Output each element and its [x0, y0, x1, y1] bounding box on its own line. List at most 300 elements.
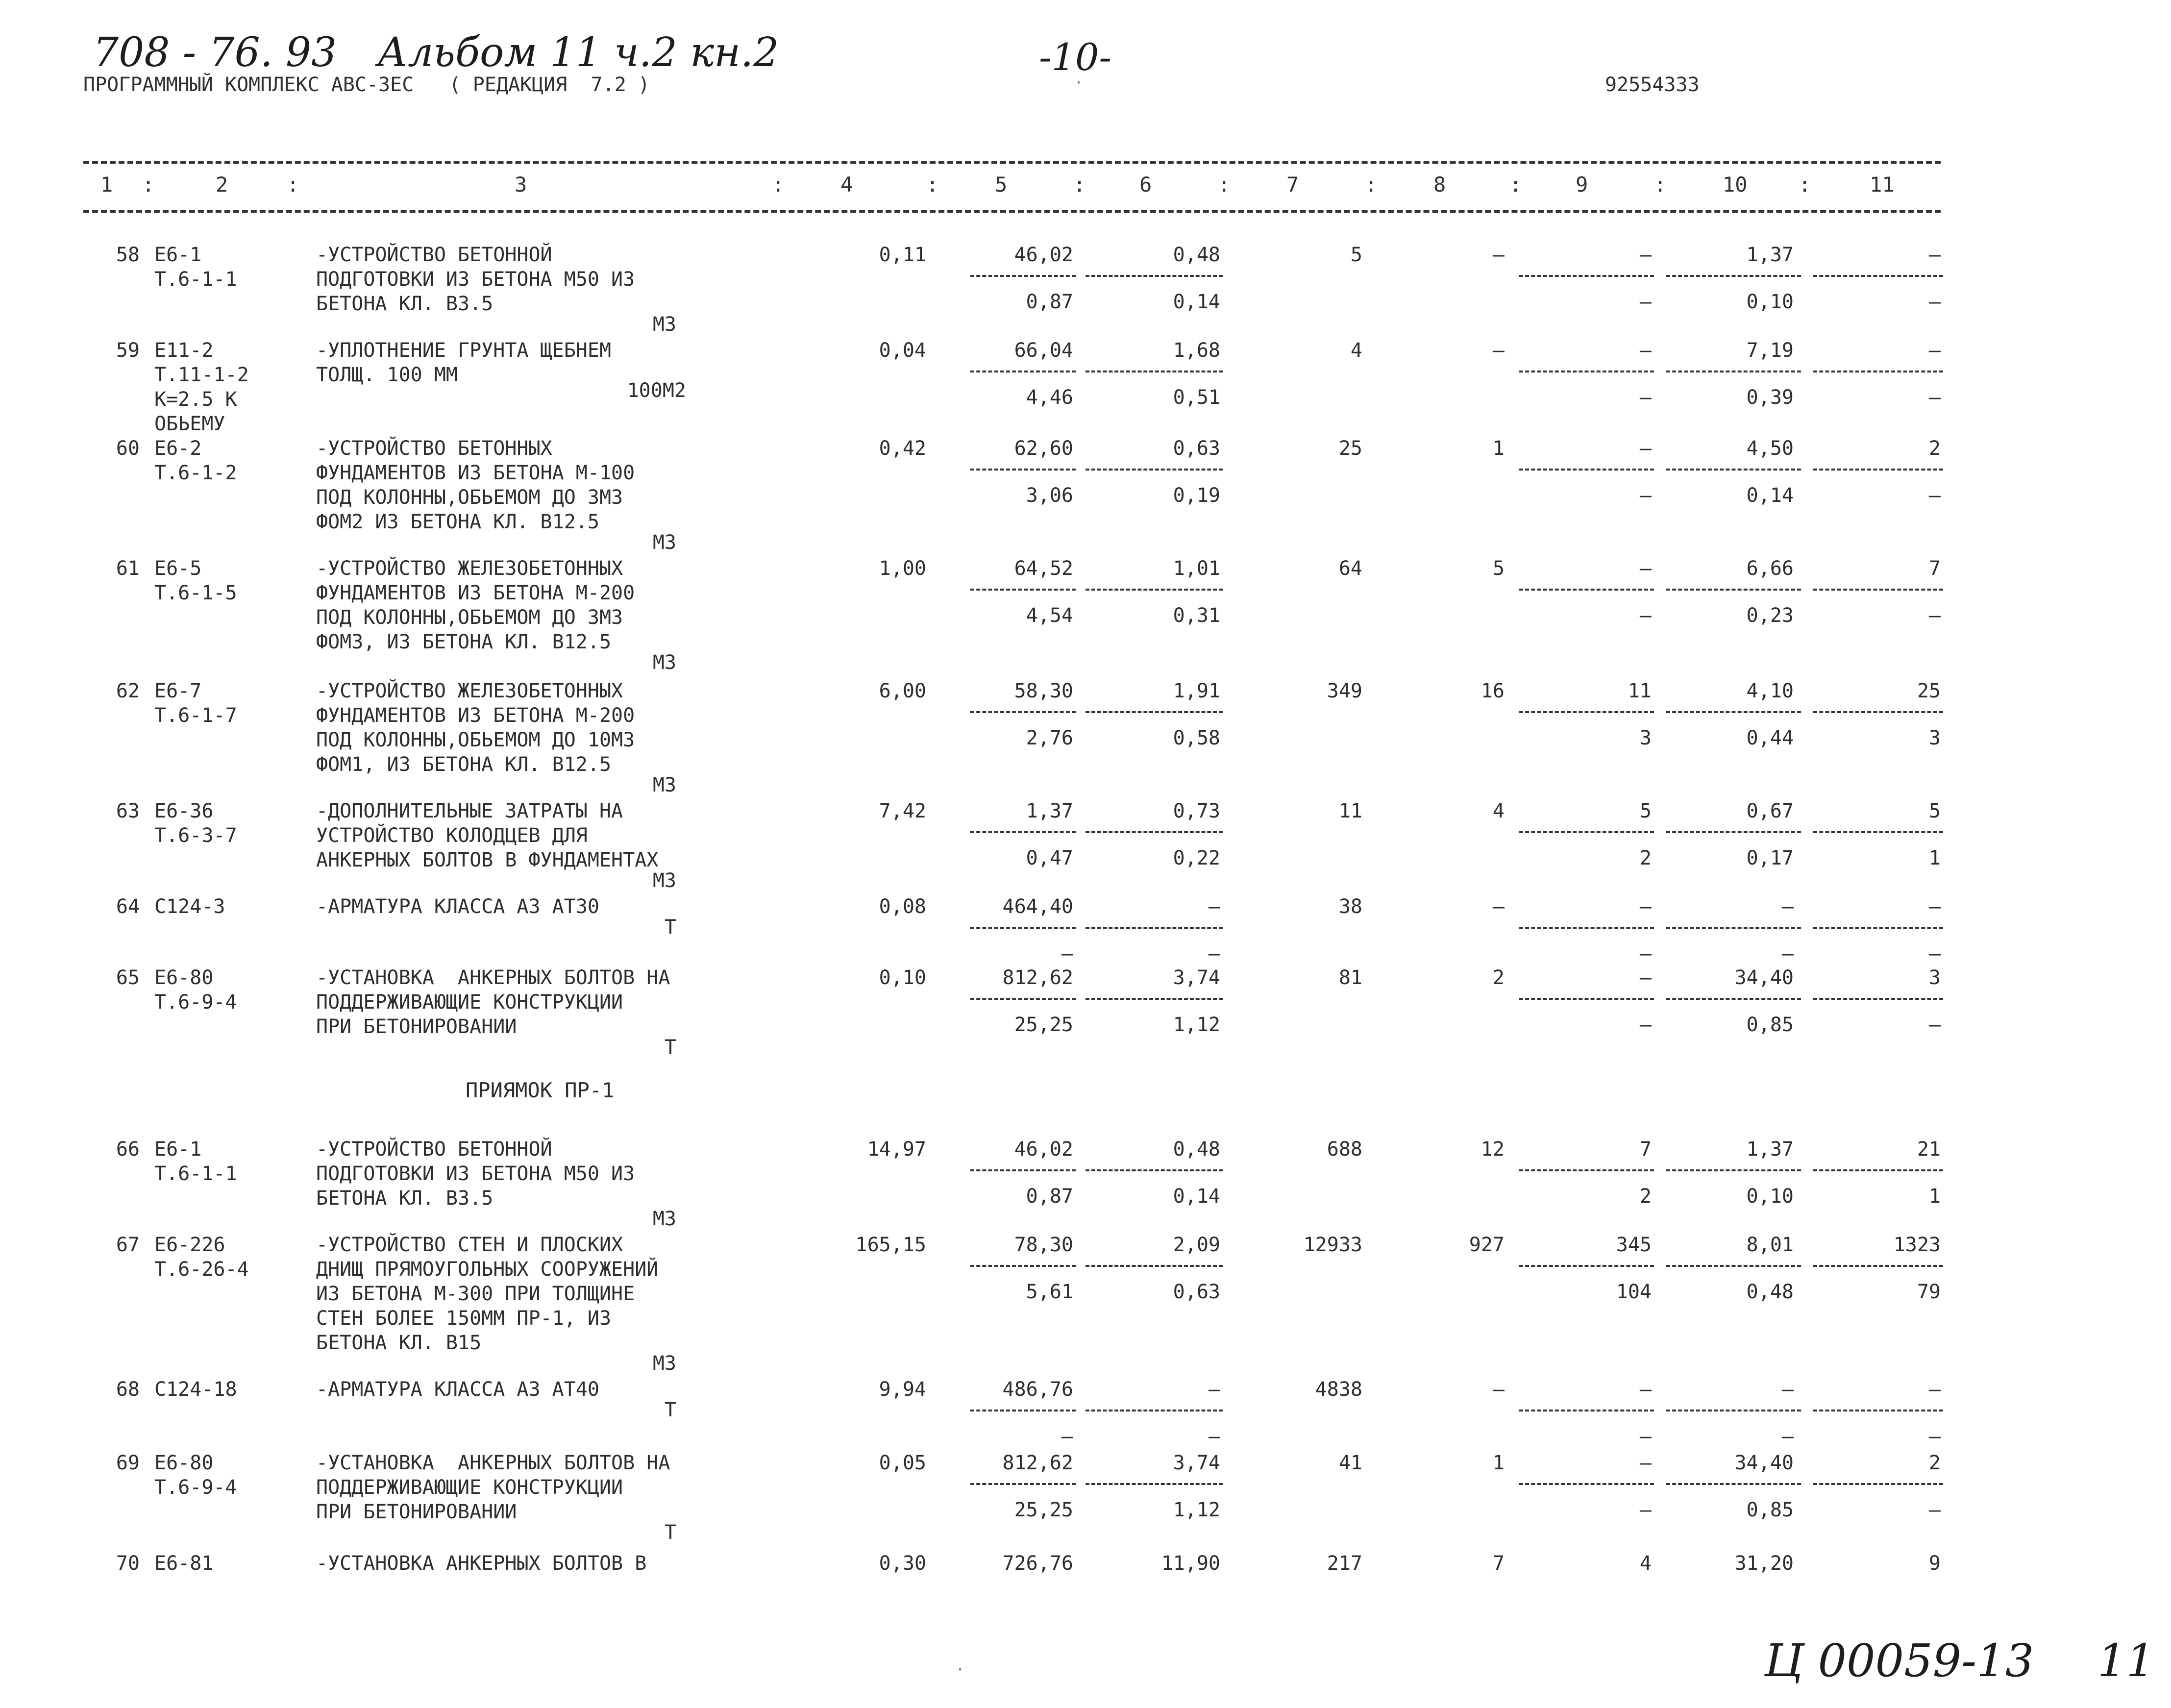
work-description: БЕТОНА КЛ. В15	[316, 1332, 482, 1354]
norm-code: Е6-80	[154, 966, 214, 989]
unit-of-measure: М3	[652, 774, 676, 796]
fraction-divider	[1519, 831, 1654, 833]
work-description: ПОД КОЛОННЫ,ОБЬЕМОМ ДО 3М3	[316, 486, 623, 509]
quantity: 165,15	[855, 1234, 926, 1256]
unit-cost: 726,76	[1002, 1552, 1073, 1575]
quantity: 0,42	[879, 437, 926, 460]
norm-code: Е6-1	[154, 1138, 202, 1161]
norm-code: Е6-81	[154, 1552, 214, 1575]
fraction-divider	[1666, 998, 1801, 1000]
quantity: 1,00	[879, 557, 926, 580]
total-labor: 21	[1917, 1138, 1941, 1161]
machine-cost-sub: —	[1639, 942, 1652, 965]
total-labor-sub: —	[1928, 604, 1941, 627]
machine-cost: —	[1639, 895, 1652, 918]
total-wage: 2	[1492, 966, 1505, 989]
total-wage: —	[1492, 895, 1505, 918]
total-cost: 38	[1338, 895, 1362, 918]
total-cost: 41	[1338, 1452, 1362, 1474]
fraction-divider	[970, 711, 1076, 713]
norm-code: Т.6-1-1	[154, 268, 237, 291]
fraction-divider	[1666, 1169, 1801, 1171]
labor-hours-sub: 0,14	[1746, 484, 1794, 507]
work-description: -УСТРОЙСТВО БЕТОННОЙ	[316, 244, 552, 266]
fraction-divider	[1519, 371, 1654, 372]
machine-cost: —	[1639, 244, 1652, 266]
labor-hours-sub: 0,10	[1746, 291, 1794, 313]
col-header-10: 10	[1723, 173, 1748, 197]
unit-cost-sub: 0,87	[1026, 291, 1073, 313]
norm-code: Т.11-1-2	[154, 364, 249, 386]
wage-cost-sub: —	[1208, 1425, 1220, 1448]
row-number: 62	[116, 680, 140, 702]
work-description: БЕТОНА КЛ. В3.5	[316, 293, 493, 315]
wage-cost: 1,91	[1173, 680, 1220, 702]
total-wage: 16	[1480, 680, 1505, 702]
unit-of-measure: 100М2	[627, 379, 686, 402]
norm-code: Е6-36	[154, 800, 214, 822]
fraction-divider	[1813, 1410, 1943, 1411]
machine-cost-sub: 104	[1616, 1281, 1652, 1303]
labor-hours: 1,37	[1746, 244, 1794, 266]
norm-code: ОБЬЕМУ	[154, 413, 225, 435]
unit-cost-sub: 25,25	[1014, 1499, 1073, 1521]
machine-cost: 5	[1639, 800, 1652, 822]
quantity: 9,94	[879, 1378, 926, 1401]
machine-cost-sub: —	[1639, 1425, 1652, 1448]
unit-cost-sub: 2,76	[1026, 727, 1073, 749]
col-separator: :	[1218, 173, 1231, 197]
total-labor-sub: —	[1928, 942, 1941, 965]
norm-code: Т.6-9-4	[154, 991, 237, 1014]
wage-cost-sub: 0,14	[1173, 1185, 1220, 1208]
unit-of-measure: М3	[652, 869, 676, 892]
norm-code: Е6-80	[154, 1452, 214, 1474]
col-header-9: 9	[1576, 173, 1588, 197]
unit-of-measure: М3	[652, 313, 676, 336]
col-separator: :	[287, 173, 299, 197]
unit-cost-sub: 0,87	[1026, 1185, 1073, 1208]
work-description: ПОДГОТОВКИ ИЗ БЕТОНА М50 ИЗ	[316, 1163, 635, 1185]
total-labor: 2	[1928, 1452, 1941, 1474]
col-header-5: 5	[995, 173, 1008, 197]
fraction-divider	[1519, 589, 1654, 591]
unit-cost: 78,30	[1014, 1234, 1073, 1256]
work-description: ТОЛЩ. 100 ММ	[316, 364, 458, 386]
work-description: -УСТАНОВКА АНКЕРНЫХ БОЛТОВ НА	[316, 966, 670, 989]
fraction-divider	[970, 927, 1076, 929]
unit-cost-sub: 0,47	[1026, 847, 1073, 869]
total-cost: 5	[1350, 244, 1362, 266]
row-number: 66	[116, 1138, 140, 1161]
wage-cost: 0,48	[1173, 1138, 1220, 1161]
fraction-divider	[970, 469, 1076, 470]
machine-cost: —	[1639, 339, 1652, 362]
work-description: ФОМ1, ИЗ БЕТОНА КЛ. В12.5	[316, 753, 612, 776]
wage-cost-sub: 0,31	[1173, 604, 1220, 627]
labor-hours: 4,10	[1746, 680, 1794, 702]
total-labor: —	[1928, 895, 1941, 918]
machine-cost: 345	[1616, 1234, 1652, 1256]
work-description: АНКЕРНЫХ БОЛТОВ В ФУНДАМЕНТАХ	[316, 849, 659, 871]
total-wage: 1	[1492, 1452, 1505, 1474]
col-separator: :	[926, 173, 939, 197]
fraction-divider	[970, 589, 1076, 591]
work-description: ПОДГОТОВКИ ИЗ БЕТОНА М50 ИЗ	[316, 268, 635, 291]
work-description: ДНИЩ ПРЯМОУГОЛЬНЫХ СООРУЖЕНИЙ	[316, 1258, 659, 1281]
work-description: -УСТРОЙСТВО СТЕН И ПЛОСКИХ	[316, 1234, 623, 1256]
total-labor-sub: 1	[1928, 847, 1941, 869]
fraction-divider	[1086, 371, 1223, 372]
norm-code: Е6-226	[154, 1234, 225, 1256]
fraction-divider	[1519, 1169, 1654, 1171]
labor-hours-sub: —	[1781, 942, 1794, 965]
unit-cost: 1,37	[1026, 800, 1073, 822]
col-separator: :	[1073, 173, 1086, 197]
fraction-divider	[1086, 927, 1223, 929]
col-header-6: 6	[1139, 173, 1152, 197]
fraction-divider	[1666, 831, 1801, 833]
fraction-divider	[1813, 469, 1943, 470]
labor-hours: 31,20	[1734, 1552, 1794, 1575]
fraction-divider	[1519, 1483, 1654, 1485]
labor-hours: 6,66	[1746, 557, 1794, 580]
total-cost: 12933	[1303, 1234, 1362, 1256]
labor-hours: —	[1781, 895, 1794, 918]
fraction-divider	[970, 371, 1076, 372]
work-description: БЕТОНА КЛ. В3.5	[316, 1187, 493, 1210]
fraction-divider	[1086, 831, 1223, 833]
row-number: 63	[116, 800, 140, 822]
total-labor: 2	[1928, 437, 1941, 460]
fraction-divider	[1519, 1410, 1654, 1411]
unit-cost-sub: 3,06	[1026, 484, 1073, 507]
wage-cost-sub: 1,12	[1173, 1014, 1220, 1036]
labor-hours-sub: 0,44	[1746, 727, 1794, 749]
machine-cost-sub: —	[1639, 604, 1652, 627]
fraction-divider	[1666, 1410, 1801, 1411]
wage-cost-sub: 1,12	[1173, 1499, 1220, 1521]
total-wage: 927	[1469, 1234, 1505, 1256]
unit-cost: 46,02	[1014, 244, 1073, 266]
total-labor: 5	[1928, 800, 1941, 822]
labor-hours: 0,67	[1746, 800, 1794, 822]
labor-hours: 8,01	[1746, 1234, 1794, 1256]
norm-code: Е6-2	[154, 437, 202, 460]
fraction-divider	[970, 275, 1076, 277]
wage-cost-sub: 0,51	[1173, 386, 1220, 409]
col-header-4: 4	[840, 173, 853, 197]
row-number: 60	[116, 437, 140, 460]
work-description: -УСТАНОВКА АНКЕРНЫХ БОЛТОВ В	[316, 1552, 647, 1575]
norm-code: Т.6-1-1	[154, 1163, 237, 1185]
quantity: 0,04	[879, 339, 926, 362]
row-number: 65	[116, 966, 140, 989]
quantity: 0,05	[879, 1452, 926, 1474]
norm-code: Т.6-1-2	[154, 462, 237, 484]
col-separator: :	[1509, 173, 1522, 197]
fraction-divider	[970, 1169, 1076, 1171]
labor-hours-sub: 0,23	[1746, 604, 1794, 627]
fraction-divider	[1813, 998, 1943, 1000]
work-description: ФУНДАМЕНТОВ ИЗ БЕТОНА М-200	[316, 704, 635, 727]
norm-code: Е6-7	[154, 680, 202, 702]
wage-cost: 0,63	[1173, 437, 1220, 460]
total-labor: 3	[1928, 966, 1941, 989]
machine-cost: —	[1639, 1452, 1652, 1474]
work-description: -АРМАТУРА КЛАССА А3 АТ30	[316, 895, 599, 918]
machine-cost-sub: 2	[1639, 847, 1652, 869]
fraction-divider	[1666, 275, 1801, 277]
fraction-divider	[1519, 711, 1654, 713]
handwritten-document-code: 708 - 76. 93	[93, 29, 337, 76]
wage-cost: 3,74	[1173, 966, 1220, 989]
machine-cost: —	[1639, 966, 1652, 989]
norm-code: Т.6-1-7	[154, 704, 237, 727]
fraction-divider	[1519, 469, 1654, 470]
machine-cost-sub: —	[1639, 1014, 1652, 1036]
work-description: -УСТРОЙСТВО БЕТОННЫХ	[316, 437, 552, 460]
total-labor-sub: 1	[1928, 1185, 1941, 1208]
row-number: 59	[116, 339, 140, 362]
row-number: 69	[116, 1452, 140, 1474]
wage-cost: —	[1208, 1378, 1220, 1401]
total-cost: 11	[1338, 800, 1362, 822]
fraction-divider	[970, 1483, 1076, 1485]
handwritten-album-ref: Альбом 11 ч.2 кн.2	[377, 29, 779, 76]
work-description: ПРИ БЕТОНИРОВАНИИ	[316, 1501, 517, 1523]
norm-code: Е11-2	[154, 339, 214, 362]
work-description: ПРИ БЕТОНИРОВАНИИ	[316, 1015, 517, 1038]
total-labor-sub: 3	[1928, 727, 1941, 749]
unit-of-measure: М3	[652, 531, 676, 554]
fraction-divider	[1086, 1265, 1223, 1267]
fraction-divider	[1086, 711, 1223, 713]
fraction-divider	[1813, 1483, 1943, 1485]
labor-hours: 34,40	[1734, 1452, 1794, 1474]
labor-hours-sub: 0,17	[1746, 847, 1794, 869]
fraction-divider	[1519, 1265, 1654, 1267]
fraction-divider	[1666, 589, 1801, 591]
total-cost: 688	[1327, 1138, 1362, 1161]
fraction-divider	[970, 998, 1076, 1000]
work-description: ФОМ2 ИЗ БЕТОНА КЛ. В12.5	[316, 511, 599, 533]
machine-cost: —	[1639, 1378, 1652, 1401]
machine-cost-sub: —	[1639, 1499, 1652, 1521]
work-description: -УСТАНОВКА АНКЕРНЫХ БОЛТОВ НА	[316, 1452, 670, 1474]
quantity: 0,11	[879, 244, 926, 266]
labor-hours: 7,19	[1746, 339, 1794, 362]
work-description: УСТРОЙСТВО КОЛОДЦЕВ ДЛЯ	[316, 824, 588, 847]
fraction-divider	[1813, 831, 1943, 833]
unit-cost-sub: —	[1061, 942, 1073, 965]
total-labor-sub: —	[1928, 291, 1941, 313]
machine-cost: 11	[1628, 680, 1652, 702]
row-number: 58	[116, 244, 140, 266]
labor-hours: —	[1781, 1378, 1794, 1401]
labor-hours-sub: —	[1781, 1425, 1794, 1448]
row-number: 67	[116, 1234, 140, 1256]
row-number: 68	[116, 1378, 140, 1401]
unit-cost: 464,40	[1002, 895, 1073, 918]
total-labor-sub: 79	[1917, 1281, 1941, 1303]
machine-cost: —	[1639, 557, 1652, 580]
col-header-8: 8	[1433, 173, 1446, 197]
wage-cost-sub: 0,63	[1173, 1281, 1220, 1303]
fraction-divider	[1086, 469, 1223, 470]
fraction-divider	[1519, 998, 1654, 1000]
col-separator: :	[1654, 173, 1667, 197]
total-wage: 1	[1492, 437, 1505, 460]
work-description: ПОД КОЛОННЫ,ОБЬЕМОМ ДО 10М3	[316, 729, 635, 751]
wage-cost-sub: 0,19	[1173, 484, 1220, 507]
unit-of-measure: М3	[652, 651, 676, 674]
fraction-divider	[1086, 1169, 1223, 1171]
col-header-2: 2	[216, 173, 228, 197]
wage-cost: 2,09	[1173, 1234, 1220, 1256]
fraction-divider	[1086, 1483, 1223, 1485]
labor-hours-sub: 0,10	[1746, 1185, 1794, 1208]
machine-cost: —	[1639, 437, 1652, 460]
section-title: ПРИЯМОК ПР-1	[466, 1078, 615, 1102]
col-separator: :	[1365, 173, 1378, 197]
labor-hours: 4,50	[1746, 437, 1794, 460]
row-number: 64	[116, 895, 140, 918]
fraction-divider	[1666, 927, 1801, 929]
fraction-divider	[1666, 469, 1801, 470]
machine-cost: 7	[1639, 1138, 1652, 1161]
machine-cost-sub: 2	[1639, 1185, 1652, 1208]
unit-cost: 812,62	[1002, 966, 1073, 989]
col-header-11: 11	[1870, 173, 1895, 197]
unit-of-measure: М3	[652, 1352, 676, 1375]
total-labor: —	[1928, 244, 1941, 266]
fraction-divider	[1086, 589, 1223, 591]
header-rule-top	[83, 161, 1941, 164]
total-labor-sub: —	[1928, 1425, 1941, 1448]
fraction-divider	[1813, 1265, 1943, 1267]
fraction-divider	[1813, 711, 1943, 713]
wage-cost-sub: —	[1208, 942, 1220, 965]
wage-cost: 0,73	[1173, 800, 1220, 822]
col-header-7: 7	[1286, 173, 1299, 197]
total-cost: 349	[1327, 680, 1362, 702]
fraction-divider	[970, 1410, 1076, 1411]
fraction-divider	[970, 1265, 1076, 1267]
total-labor-sub: —	[1928, 1499, 1941, 1521]
fraction-divider	[1086, 275, 1223, 277]
wage-cost: 0,48	[1173, 244, 1220, 266]
fraction-divider	[1666, 371, 1801, 372]
fraction-divider	[1519, 927, 1654, 929]
handwritten-sheet-number: 11	[2097, 1634, 2155, 1687]
fraction-divider	[1813, 371, 1943, 372]
unit-cost-sub: 5,61	[1026, 1281, 1073, 1303]
work-description: -УСТРОЙСТВО ЖЕЛЕЗОБЕТОННЫХ	[316, 557, 623, 580]
quantity: 0,30	[879, 1552, 926, 1575]
work-description: СТЕН БОЛЕЕ 150ММ ПР-1, ИЗ	[316, 1307, 612, 1330]
handwritten-page-number: -10-	[1039, 35, 1112, 79]
work-description: -УСТРОЙСТВО БЕТОННОЙ	[316, 1138, 552, 1161]
wage-cost: 3,74	[1173, 1452, 1220, 1474]
machine-cost-sub: —	[1639, 484, 1652, 507]
unit-of-measure: Т	[664, 1521, 676, 1544]
total-wage: —	[1492, 1378, 1505, 1401]
norm-code: Е6-5	[154, 557, 202, 580]
machine-cost: 4	[1639, 1552, 1652, 1575]
norm-code: С124-3	[154, 895, 225, 918]
work-description: ФОМ3, ИЗ БЕТОНА КЛ. В12.5	[316, 631, 612, 653]
labor-hours: 1,37	[1746, 1138, 1794, 1161]
work-description: -ДОПОЛНИТЕЛЬНЫЕ ЗАТРАТЫ НА	[316, 800, 623, 822]
machine-cost-sub: —	[1639, 291, 1652, 313]
total-labor-sub: —	[1928, 386, 1941, 409]
labor-hours-sub: 0,85	[1746, 1014, 1794, 1036]
wage-cost: —	[1208, 895, 1220, 918]
total-wage: 7	[1492, 1552, 1505, 1575]
work-description: -АРМАТУРА КЛАССА А3 АТ40	[316, 1378, 599, 1401]
quantity: 0,08	[879, 895, 926, 918]
unit-cost: 62,60	[1014, 437, 1073, 460]
total-labor-sub: —	[1928, 1014, 1941, 1036]
unit-cost-sub: 4,54	[1026, 604, 1073, 627]
fraction-divider	[1666, 711, 1801, 713]
fraction-divider	[1813, 927, 1943, 929]
col-separator: :	[1799, 173, 1811, 197]
fraction-divider	[1813, 589, 1943, 591]
total-wage: —	[1492, 339, 1505, 362]
labor-hours-sub: 0,85	[1746, 1499, 1794, 1521]
header-rule-bottom	[83, 210, 1941, 213]
wage-cost: 1,01	[1173, 557, 1220, 580]
scan-speck: ·	[956, 1661, 965, 1679]
unit-cost-sub: 25,25	[1014, 1014, 1073, 1036]
quantity: 7,42	[879, 800, 926, 822]
unit-cost: 64,52	[1014, 557, 1073, 580]
norm-code: Т.6-9-4	[154, 1476, 237, 1499]
fraction-divider	[970, 831, 1076, 833]
total-labor: —	[1928, 339, 1941, 362]
total-labor: 1323	[1893, 1234, 1941, 1256]
work-description: -УСТРОЙСТВО ЖЕЛЕЗОБЕТОННЫХ	[316, 680, 623, 702]
fraction-divider	[1813, 1169, 1943, 1171]
wage-cost-sub: 0,22	[1173, 847, 1220, 869]
norm-code: С124-18	[154, 1378, 237, 1401]
unit-of-measure: Т	[664, 916, 676, 939]
row-number: 61	[116, 557, 140, 580]
unit-cost: 812,62	[1002, 1452, 1073, 1474]
total-wage: 12	[1480, 1138, 1505, 1161]
work-description: ИЗ БЕТОНА М-300 ПРИ ТОЛЩИНЕ	[316, 1283, 635, 1305]
unit-of-measure: М3	[652, 1208, 676, 1230]
total-cost: 81	[1338, 966, 1362, 989]
work-description: ПОДДЕРЖИВАЮЩИЕ КОНСТРУКЦИИ	[316, 1476, 623, 1499]
fraction-divider	[1813, 275, 1943, 277]
total-cost: 217	[1327, 1552, 1362, 1575]
col-header-3: 3	[515, 173, 527, 197]
work-description: -УПЛОТНЕНИЕ ГРУНТА ЩЕБНЕМ	[316, 339, 612, 362]
col-separator: :	[142, 173, 155, 197]
unit-of-measure: Т	[664, 1036, 676, 1059]
work-description: ФУНДАМЕНТОВ ИЗ БЕТОНА М-100	[316, 462, 635, 484]
col-header-1: 1	[100, 173, 113, 197]
norm-code: Т.6-26-4	[154, 1258, 249, 1281]
work-description: ФУНДАМЕНТОВ ИЗ БЕТОНА М-200	[316, 582, 635, 604]
norm-code: К=2.5 К	[154, 388, 237, 411]
labor-hours: 34,40	[1734, 966, 1794, 989]
document-number: 92554333	[1605, 74, 1700, 96]
total-labor-sub: —	[1928, 484, 1941, 507]
